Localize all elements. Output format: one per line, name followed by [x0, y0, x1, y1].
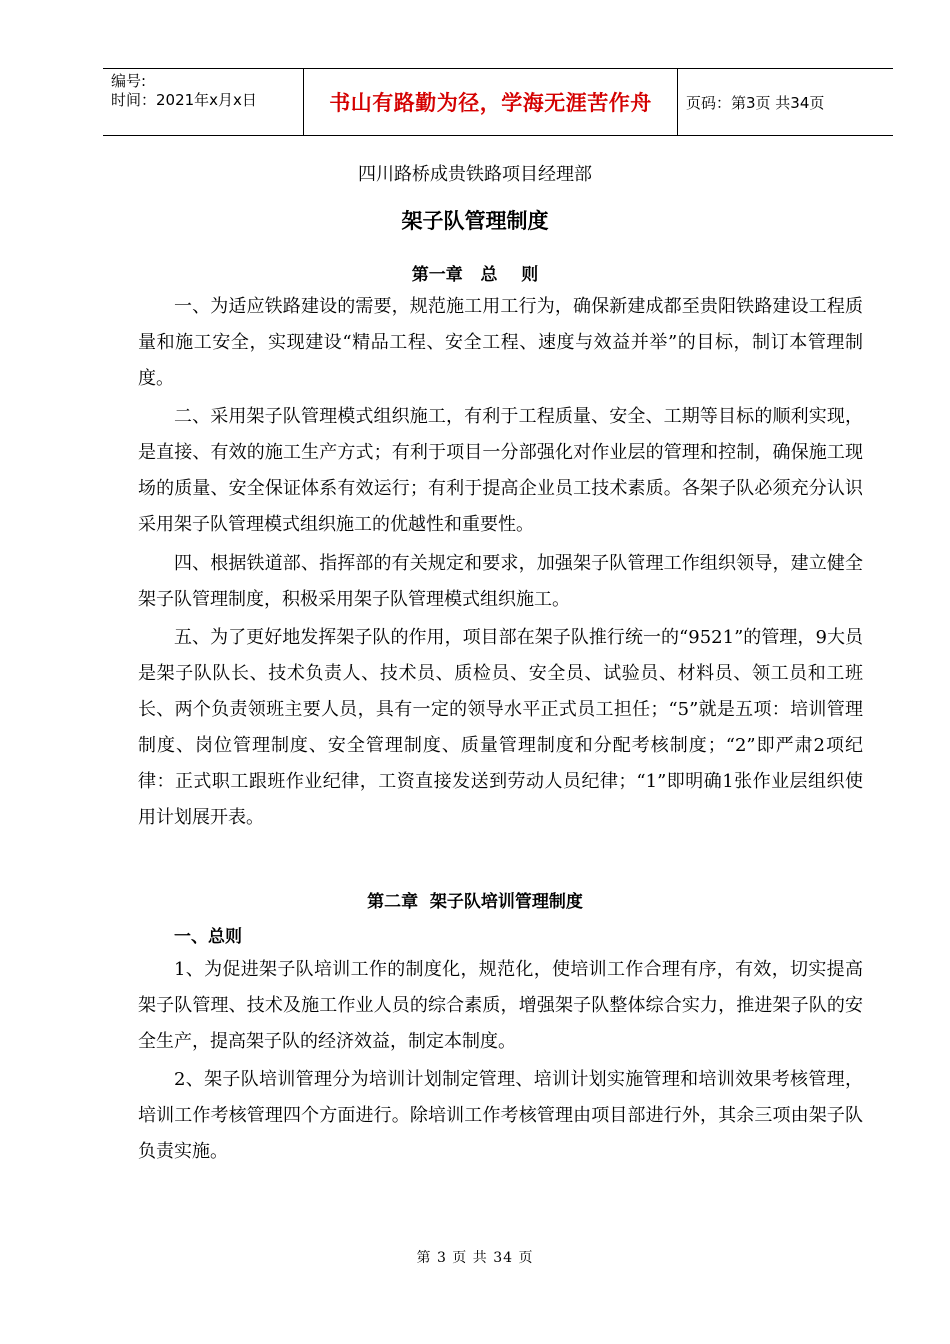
page-header	[103, 68, 893, 136]
header-page-label: 页码：第3页 共34页	[686, 93, 825, 112]
chapter2-paragraph-1: 1、为促进架子队培训工作的制度化，规范化，使培训工作合理有序，有效，切实提高架子队管理、技术及施工作业人员的综合素质，增强架子队整体综合实力，推进架子队的安全生产，提高架子队的经济效益，制定本制度。	[138, 959, 863, 1052]
document-title: 架子队管理制度	[401, 209, 549, 233]
chapter1-paragraph-4: 五、为了更好地发挥架子队的作用，项目部在架子队推行统一的“9521”的管理，9大员是架子队队长、技术负责人、技术员、质检员、安全员、试验员、材料员、领工员和工班长、两个负责领班主要人员，具有一定的领导水平正式员工担任；“5”就是五项：培训管理制度、岗位管理制度、安全管理制度、质量管理制度和分配考核制度；“2”即严肃2项纪律：正式职工跟班作业纪律，工资直接发送到劳动人员纪律；“1”即明确1张作业层组织使用计划展开表。	[138, 627, 863, 828]
serial-label: 编号:	[111, 72, 147, 90]
date-label: 时间：2021年x月x日	[111, 91, 257, 109]
chapter2-section1-heading: 一、总则	[174, 927, 242, 947]
chapter2-paragraph-2: 2、架子队培训管理分为培训计划制定管理、培训计划实施管理和培训效果考核管理，培训工作考核管理四个方面进行。除培训工作考核管理由项目部进行外，其余三项由架子队负责实施。	[138, 1069, 863, 1162]
chapter1-heading: 第一章 总 则	[411, 265, 539, 285]
chapter1-paragraph-1: 一、为适应铁路建设的需要，规范施工用工行为，确保新建成都至贵阳铁路建设工程质量和施工安全，实现建设“精品工程、安全工程、速度与效益并举”的目标，制订本管理制度。	[138, 296, 863, 389]
chapter1-paragraph-3: 四、根据铁道部、指挥部的有关规定和要求，加强架子队管理工作组织领导，建立健全架子队管理制度，积极采用架子队管理模式组织施工。	[138, 553, 863, 610]
header-motto: 书山有路勤为径，学海无涯苦作舟	[304, 69, 678, 135]
organization-name: 四川路桥成贵铁路项目经理部	[358, 164, 592, 185]
chapter2-heading: 第二章 架子队培训管理制度	[367, 892, 583, 912]
header-meta-cell	[103, 69, 304, 135]
chapter1-paragraph-2: 二、采用架子队管理模式组织施工，有利于工程质量、安全、工期等目标的顺利实现，是直接、有效的施工生产方式；有利于项目一分部强化对作业层的管理和控制，确保施工现场的质量、安全保证体系有效运行；有利于提高企业员工技术素质。各架子队必须充分认识采用架子队管理模式组织施工的优越性和重要性。	[138, 406, 863, 535]
page-footer: 第 3 页 共 34 页	[416, 1250, 534, 1266]
